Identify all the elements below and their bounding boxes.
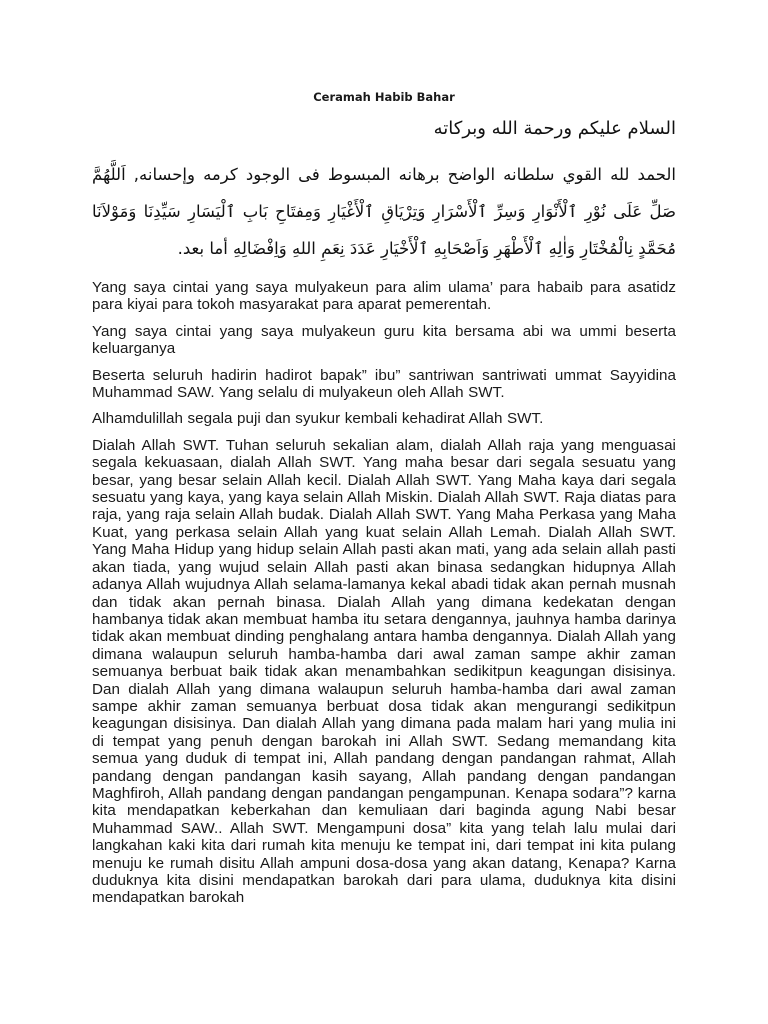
document-title: Ceramah Habib Bahar	[313, 90, 455, 104]
paragraph-alhamdulillah: Alhamdulillah segala puji dan syukur kembali kehadirat Allah SWT.	[92, 410, 544, 428]
paragraph-main-sermon: Dialah Allah SWT. Tuhan seluruh sekalian alam, dialah Allah raja yang menguasai segala kekuasaan, dialah Allah SWT. Yang maha besar dari segala sesuatu yang besar, yang besar selain Allah kecil. Dialah Allah SWT. Yang Maha kaya dari segala sesuatu yang kaya, yang kaya selain Allah Miskin. Dialah Allah SWT. Raja diatas para raja, yang raja selain Allah budak. Dialah Allah SWT. Yang Maha Perkasa yang Maha Kuat, yang perkasa selain Allah yang kuat selain Allah Lemah. Dialah Allah SWT. Yang Maha Hidup yang hidup selain Allah pasti akan mati, yang ada selain allah pasti akan tiada, yang wujud selain Allah pasti akan binasa sedangkan hidupnya Allah adanya Allah wujudnya Allah selama-lamanya kekal abadi tidak akan pernah musnah dan tidak akan pernah binasa. Dialah Allah yang dimana kedekatan dengan hambanya tidak akan membuat hamba itu setara dengannya, jauhnya hamba darinya tidak akan membuat dinding penghalang antara hamba dengannya. Dialah Allah yang dimana walaupun seluruh hamba-hamba dari awal zaman sampe akhir zaman semuanya berbuat baik tidak akan menambahkan sedikitpun keagungan disisinya. Dan dialah Allah yang dimana walaupun seluruh hamba-hamba dari awal zaman sampe akhir zaman semuanya berbuat dosa tidak akan mengurangi sedikitpun keagungan disisinya. Dan dialah Allah yang dimana pada malam hari yang mulia ini di tempat yang penuh dengan barokah ini Allah SWT. Sedang memandang kita semua yang duduk di tempat ini, Allah pandang dengan pandangan rahmat, Allah pandang dengan pandangan kasih sayang, Allah pandang dengan pandangan Maghfiroh, Allah pandang dengan pandangan pengampunan. Kenapa sodara”? karna kita mendapatkan keberkahan dan kemuliaan dari baginda agung Nabi besar Muhammad SAW.. Allah SWT. Mengampuni dosa” kita yang telah lalu mulai dari langkahan kaki kita dari rumah kita menuju ke tempat ini, dari tempat ini kita pulang menuju ke rumah disitu Allah ampuni dosa-dosa yang akan datang, Kenapa? Karna duduknya kita disini mendapatkan barokah dari para ulama, duduknya kita disini mendapatkan barokah	[92, 436, 676, 907]
paragraph-greeting-ulama: Yang saya cintai yang saya mulyakeun para alim ulama’ para habaib para asatidz para kiyai para tokoh masyarakat para aparat pemerentah.	[92, 279, 676, 314]
paragraph-greeting-hadirin: Beserta seluruh hadirin hadirot bapak” ibu” santriwan santriwati ummat Sayyidina Muhammad SAW. Yang selalu di mulyakeun oleh Allah SWT.	[92, 366, 676, 402]
arabic-opening-prayer: الحمد لله القوي سلطانه الواضح برهانه المبسوط فى الوجود كرمه وإحسانه, اَللَّهُمَّ صَلِّ عَلَى نُوْرِ ٱلْأَنْوَارِ وَسِرِّ ٱلْأَسْرَارِ وَتِرْيَاقِ ٱلْأَغْيَارِ وَمِفتَاحِ بَابِ ٱلْيَسَارِ سَيِّدِنَا وَمَوْلاَنَا مُحَمَّدٍ نِالْمُخْتَارِ وَاٰلِهِ ٱلْأَطْهَرِ وَاَصْحَابِهِ ٱلْأَخْيَارِ عَدَدَ نِعَمِ اللهِ وَاِفْضَالِهِ أما بعد.	[92, 165, 676, 258]
paragraph-greeting-guru: Yang saya cintai yang saya mulyakeun guru kita bersama abi wa ummi beserta keluarganya	[92, 322, 676, 358]
arabic-salam: السلام عليكم ورحمة الله وبركاته	[433, 118, 676, 139]
